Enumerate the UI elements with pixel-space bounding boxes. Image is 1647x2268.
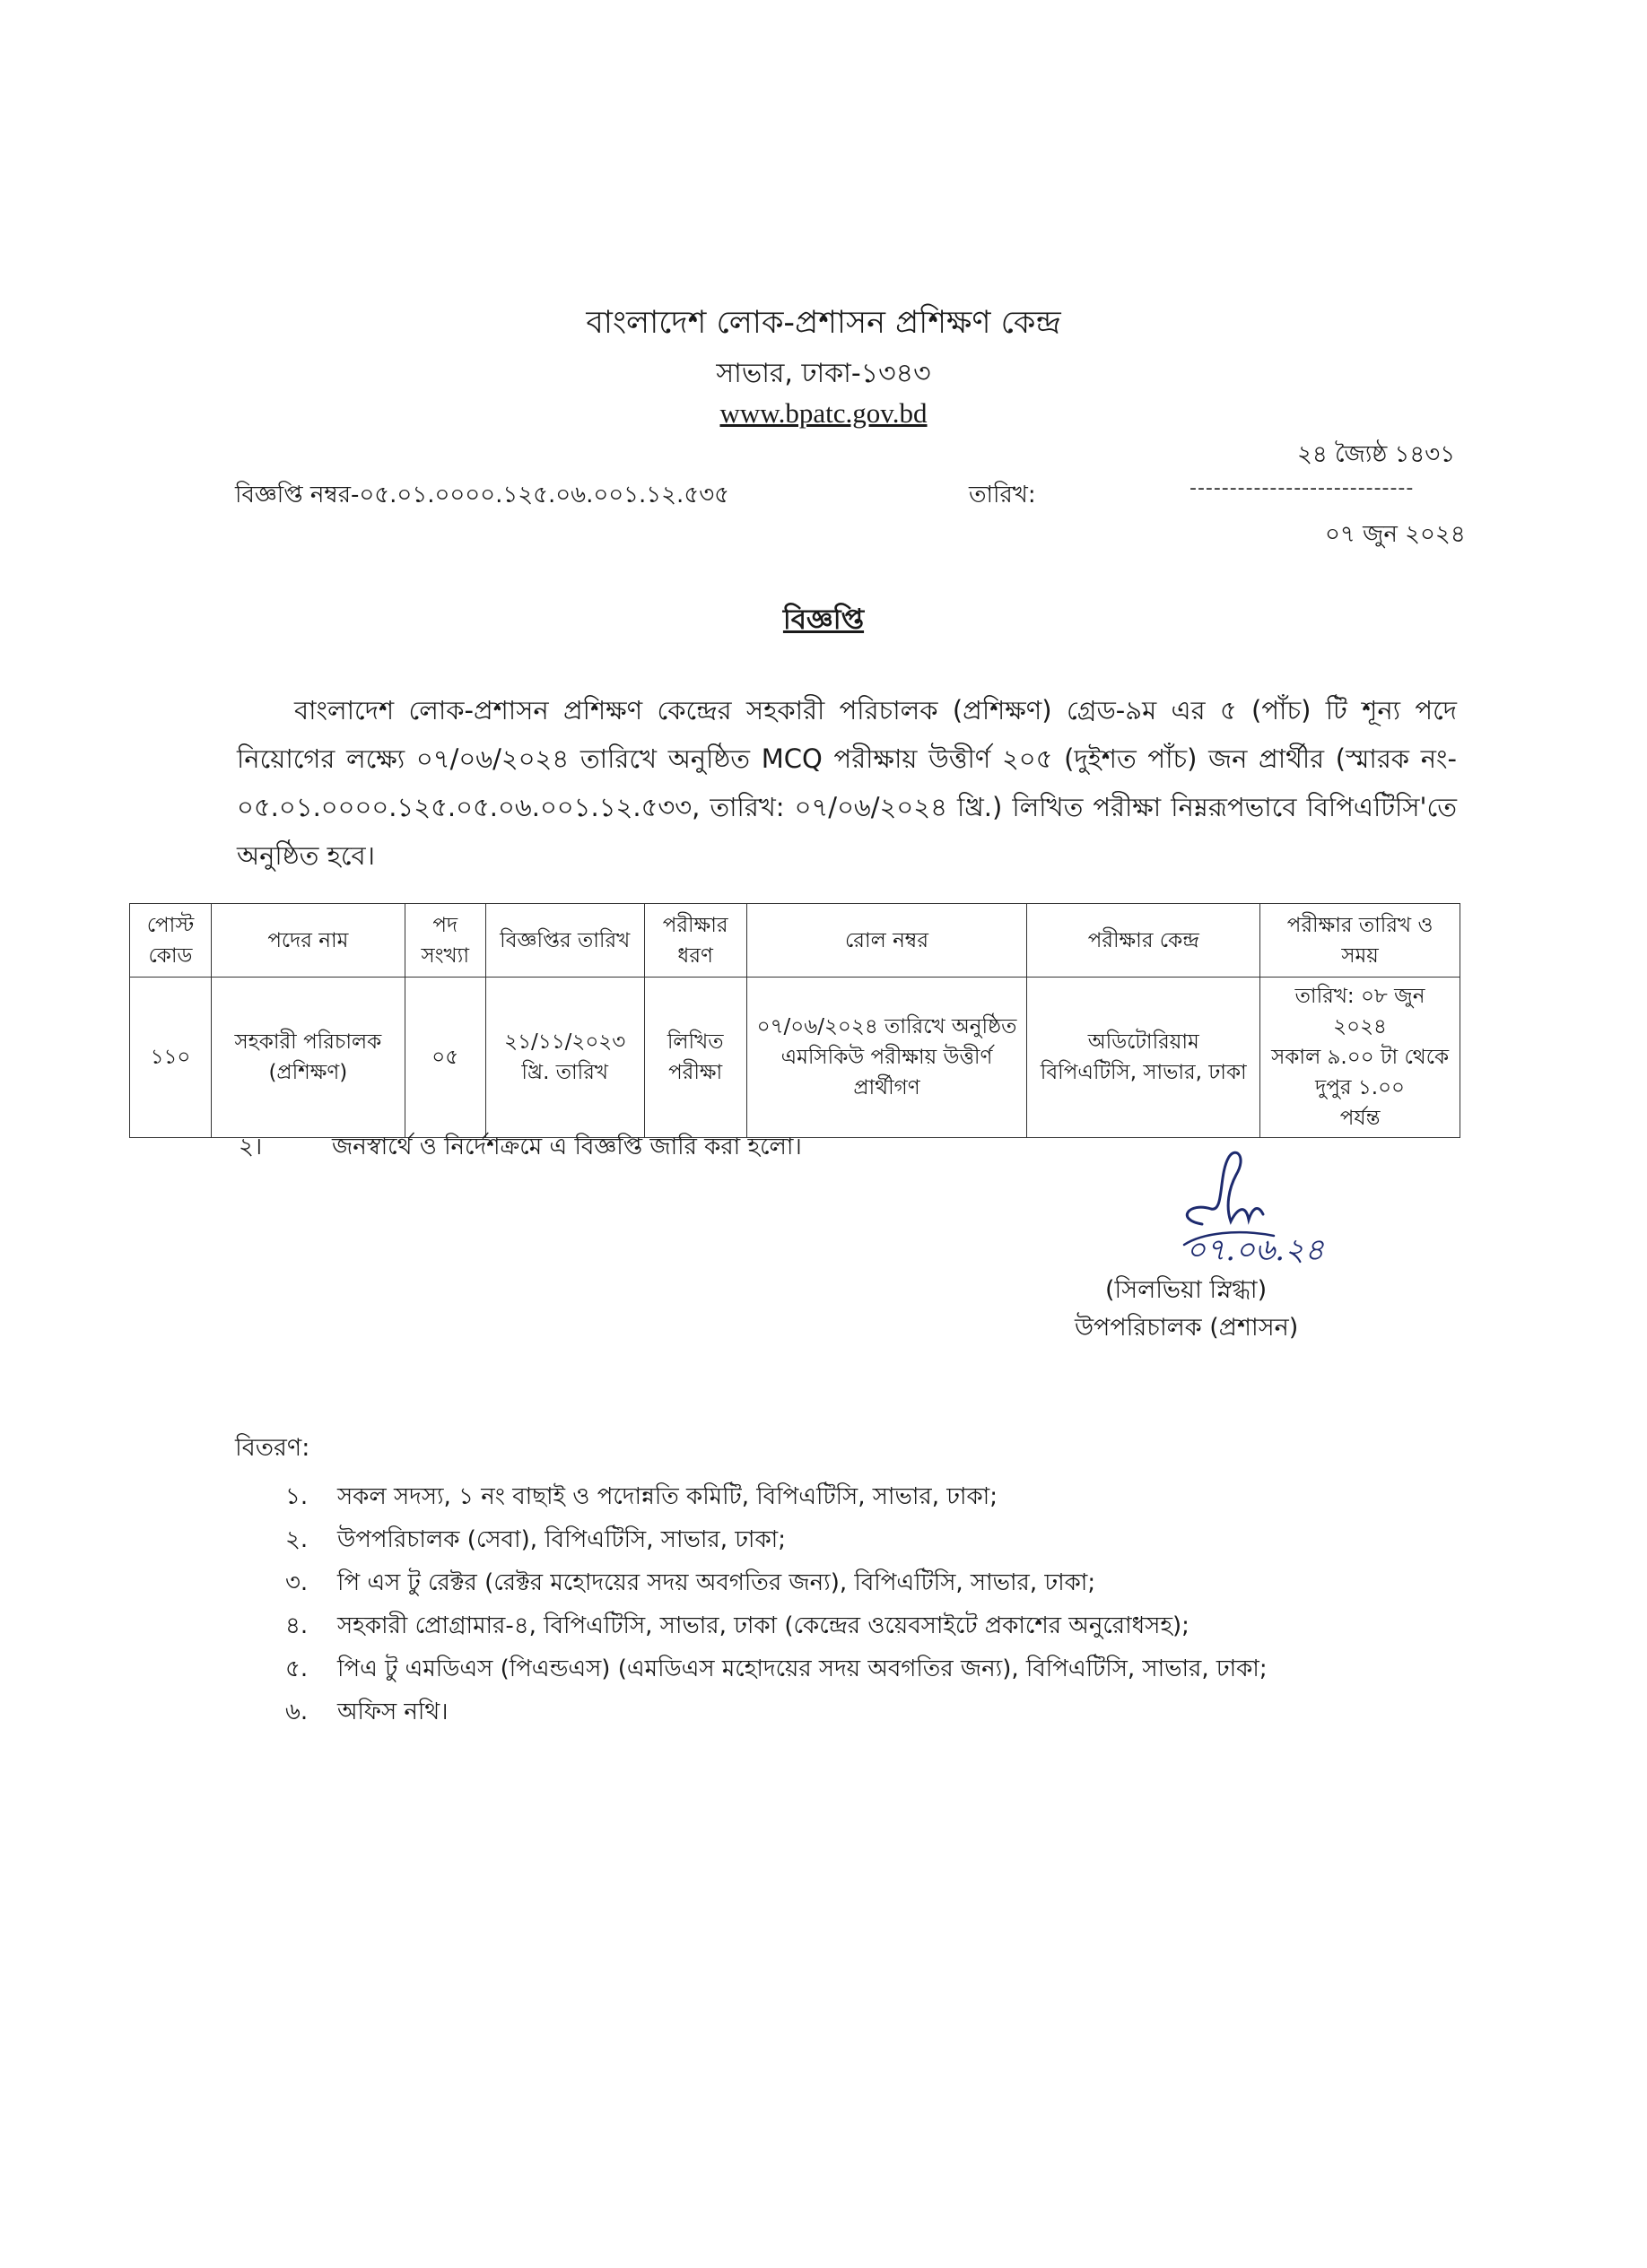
list-item: ৬. অফিস নথি।: [285, 1699, 449, 1725]
org-name: বাংলাদেশ লোক-প্রশাসন প্রশিক্ষণ কেন্দ্র: [586, 305, 1061, 341]
list-item: ৪. সহকারী প্রোগ্রামার-৪, বিপিএটিসি, সাভার, ঢাকা (কেন্দ্রের ওয়েবসাইটে প্রকাশের অনুরোধসহ);: [285, 1612, 1190, 1639]
notice-title: বিজ্ঞপ্তি: [782, 604, 865, 636]
list-item: ২. উপপরিচালক (সেবা), বিপিএটিসি, সাভার, ঢাকা;: [285, 1526, 786, 1553]
signatory-name: (সিলভিয়া স্নিগ্ধা): [1105, 1276, 1268, 1304]
cell-post-name: সহকারী পরিচালক (প্রশিক্ষণ): [211, 978, 405, 1138]
header-post-code: পোস্ট কোড: [130, 904, 212, 978]
exam-date: তারিখ: ০৮ জুন ২০২৪: [1294, 985, 1425, 1038]
header-datetime: পরীক্ষার তারিখ ও সময়: [1260, 904, 1460, 978]
header-post-name: পদের নাম: [211, 904, 405, 978]
date-divider: ----------------------------: [1190, 477, 1415, 500]
website-link[interactable]: www.bpatc.gov.bd: [719, 397, 928, 429]
cell-post-code: ১১০: [130, 978, 212, 1138]
list-item: ৫. পিএ টু এমডিএস (পিএন্ডএস) (এমডিএস মহোদয়ের সদয় অবগতির জন্য), বিপিএটিসি, সাভার, ঢাকা;: [285, 1655, 1268, 1682]
header-ad-date: বিজ্ঞপ্তির তারিখ: [485, 904, 644, 978]
distribution-heading: বিতরণ:: [235, 1434, 310, 1462]
cell-center: [1027, 978, 1260, 1138]
center-location: বিপিএটিসি, সাভার, ঢাকা: [1040, 1061, 1247, 1084]
point-number: ২।: [239, 1134, 263, 1160]
notice-body: বাংলাদেশ লোক-প্রশাসন প্রশিক্ষণ কেন্দ্রের সহকারী পরিচালক (প্রশিক্ষণ) গ্রেড-৯ম এর ৫ (পাঁচ) টি শূন্য পদে নিয়োগের লক্ষ্যে ০৭/০৬/২০২৪ তারিখে অনুষ্ঠিত MCQ পরীক্ষায় উত্তীর্ণ ২০৫ (দুইশত পাঁচ) জন প্রার্থীর (স্মারক নং- ০৫.০১.০০০০.১২৫.০৫.০৬.০০১.১২.৫৩৩, তারিখ: ০৭/০৬/২০২৪ খ্রি.) লিখিত পরীক্ষা নিম্নরূপভাবে বিপিএটিসি'তে অনুষ্ঠিত হবে।: [237, 695, 1457, 871]
header-exam-type: পরীক্ষার ধরণ: [644, 904, 746, 978]
exam-schedule-table: [129, 903, 1460, 1138]
date-english: ০৭ জুন ২০২৪: [1325, 521, 1466, 548]
header-center: পরীক্ষার কেন্দ্র: [1027, 904, 1260, 978]
list-item: ১. সকল সদস্য, ১ নং বাছাই ও পদোন্নতি কমিটি, বিপিএটিসি, সাভার, ঢাকা;: [285, 1483, 998, 1510]
date-bangla: ২৪ জ্যৈষ্ঠ ১৪৩১: [1297, 441, 1456, 468]
distribution-list: [235, 1475, 1491, 1734]
point-text: জনস্বার্থে ও নির্দেশক্রমে এ বিজ্ঞপ্তি জারি করা হলো।: [332, 1134, 802, 1160]
table-header-row: [130, 904, 1460, 978]
date-label: তারিখ:: [969, 482, 1036, 508]
exam-time-end: পর্যন্ত: [1339, 1107, 1381, 1130]
signature-date: ০৭.০৬.২৪: [1186, 1232, 1325, 1268]
exam-time: সকাল ৯.০০ টা থেকে দুপুর ১.০০: [1271, 1046, 1450, 1099]
cell-roll: ০৭/০৬/২০২৪ তারিখে অনুষ্ঠিত এমসিকিউ পরীক্ষায় উত্তীর্ণ প্রার্থীগণ: [746, 978, 1027, 1138]
cell-ad-date: ২১/১১/২০২৩ খ্রি. তারিখ: [485, 978, 644, 1138]
table-row: [130, 978, 1460, 1138]
cell-exam-type: লিখিত পরীক্ষা: [644, 978, 746, 1138]
header-post-count: পদ সংখ্যা: [405, 904, 485, 978]
org-address: সাভার, ঢাকা-১৩৪৩: [716, 358, 931, 389]
memo-number: বিজ্ঞপ্তি নম্বর-০৫.০১.০০০০.১২৫.০৬.০০১.১২.৫৩৫: [235, 482, 729, 508]
center-venue: অডিটোরিয়াম: [1087, 1030, 1199, 1054]
header-roll: রোল নম্বর: [746, 904, 1027, 978]
list-item: ৩. পি এস টু রেক্টর (রেক্টর মহোদয়ের সদয় অবগতির জন্য), বিপিএটিসি, সাভার, ঢাকা;: [285, 1569, 1096, 1596]
cell-datetime: [1260, 978, 1460, 1138]
cell-post-count: ০৫: [405, 978, 485, 1138]
signatory-designation: উপপরিচালক (প্রশাসন): [1075, 1314, 1299, 1342]
